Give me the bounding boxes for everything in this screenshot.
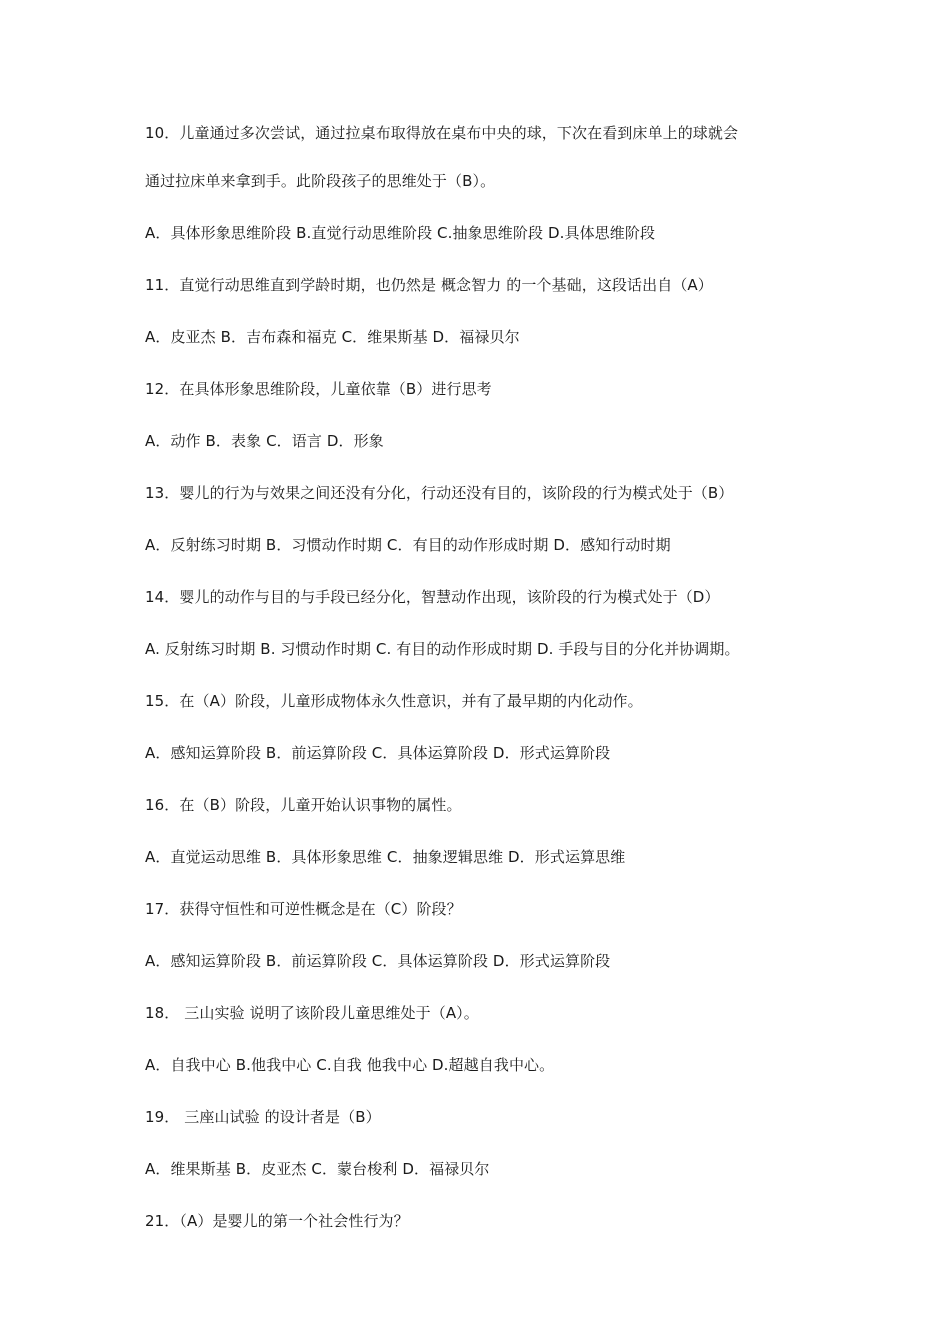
question-14: 14．婴儿的动作与目的与手段已经分化，智慧动作出现，该阶段的行为模式处于（D） [145,588,720,606]
question-12-options: A．动作 B．表象 C．语言 D．形象 [145,432,384,450]
question-10-options: A．具体形象思维阶段 B.直觉行动思维阶段 C.抽象思维阶段 D.具体思维阶段 [145,224,656,242]
question-13: 13．婴儿的行为与效果之间还没有分化，行动还没有目的，该阶段的行为模式处于（B） [145,484,734,502]
question-21: 21．（A）是婴儿的第一个社会性行为？ [145,1212,409,1230]
question-15-options: A．感知运算阶段 B．前运算阶段 C．具体运算阶段 D．形式运算阶段 [145,744,611,762]
question-16: 16．在（B）阶段，儿童开始认识事物的属性。 [145,796,462,814]
question-11: 11．直觉行动思维直到学龄时期，也仍然是 概念智力 的一个基础，这段话出自（A） [145,276,713,294]
question-17-options: A．感知运算阶段 B．前运算阶段 C．具体运算阶段 D．形式运算阶段 [145,952,611,970]
question-19-options: A．维果斯基 B．皮亚杰 C．蒙台梭利 D．福禄贝尔 [145,1160,490,1178]
question-10-line-2: 通过拉床单来拿到手。此阶段孩子的思维处于（B）。 [145,172,496,190]
question-18: 18． 三山实验 说明了该阶段儿童思维处于（A）。 [145,1004,479,1022]
question-10-line-1: 10．儿童通过多次尝试，通过拉桌布取得放在桌布中央的球，下次在看到床单上的球就会 [145,124,739,142]
question-16-options: A．直觉运动思维 B．具体形象思维 C．抽象逻辑思维 D．形式运算思维 [145,848,626,866]
document-body [145,118,825,1258]
question-13-options: A．反射练习时期 B．习惯动作时期 C．有目的动作形成时期 D．感知行动时期 [145,536,671,554]
question-18-options: A．自我中心 B.他我中心 C.自我 他我中心 D.超越自我中心。 [145,1056,555,1074]
question-15: 15．在（A）阶段，儿童形成物体永久性意识，并有了最早期的内化动作。 [145,692,643,710]
question-17: 17．获得守恒性和可逆性概念是在（C）阶段？ [145,900,462,918]
question-11-options: A．皮亚杰 B．吉布森和福克 C．维果斯基 D．福禄贝尔 [145,328,520,346]
question-19: 19． 三座山试验 的设计者是（B） [145,1108,381,1126]
question-12: 12．在具体形象思维阶段，儿童依靠（B）进行思考 [145,380,492,398]
question-14-options: A. 反射练习时期 B. 习惯动作时期 C. 有目的动作形成时期 D. 手段与目的分化并协调期。 [145,640,740,658]
